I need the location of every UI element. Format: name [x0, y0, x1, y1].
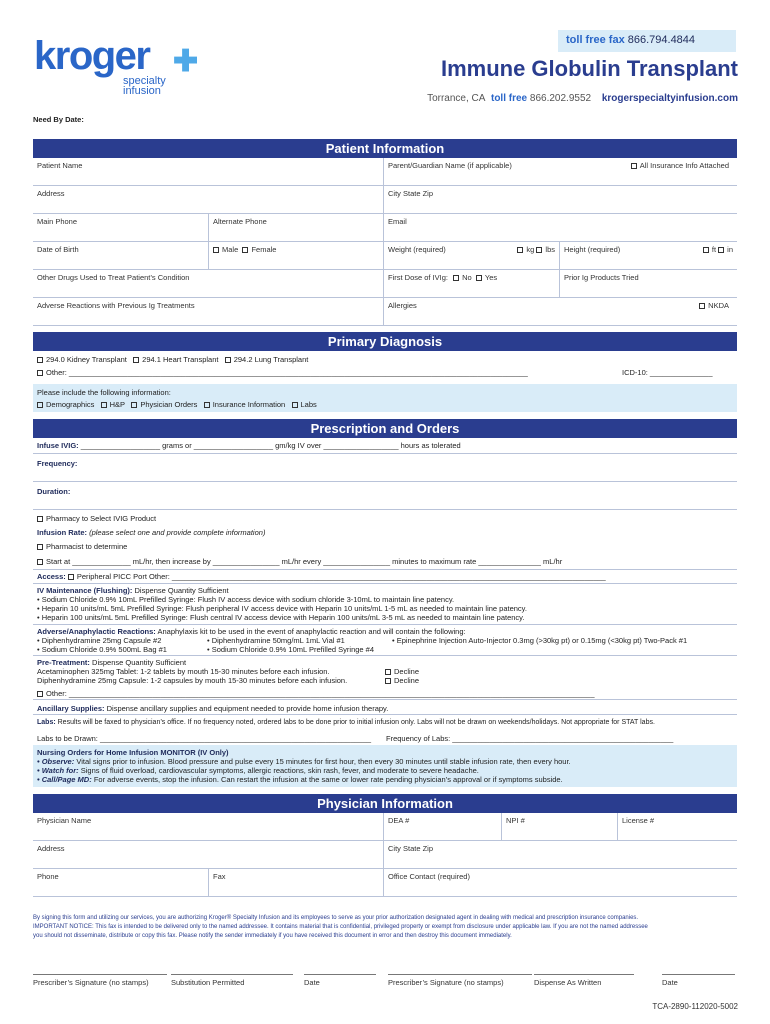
pharmacist-checkbox[interactable]: [37, 544, 43, 550]
logo-subtitle: specialty infusion: [123, 75, 166, 97]
form-number: TCA-2890-112020-5002: [652, 1002, 738, 1011]
heart-checkbox[interactable]: [133, 357, 139, 363]
contact-line: Torrance, CA toll free 866.202.9552 krogerspecialtyinfusion.com: [427, 93, 738, 104]
pharmacy-select: Pharmacy to Select IVIG Product: [37, 514, 156, 523]
iv-maintenance: IV Maintenance (Flushing): Dispense Quantity Sufficient • Sodium Chloride 0.9% 10mL Prefilled Syringe: Flush IV access device with sodium chloride 3-10mL to maintain line patency. • Heparin 10 units/mL 5mL Prefilled Syringe: Flush peripheral IV access device with Heparin 10 units/mL 1-5 mL as needed to maintain line patency. • Heparin 100 units/mL 5mL Prefilled Syringe: Flush central IV access device with Heparin 100 units/mL 3-5 mL as needed to maintain line patency.: [37, 586, 527, 622]
diphenhydramine-decline-checkbox[interactable]: [385, 678, 391, 684]
diagnosis-options: 294.0 Kidney Transplant 294.1 Heart Transplant 294.2 Lung Transplant: [37, 355, 308, 364]
labs-note: Labs: Results will be faxed to physician’s office. If no frequency noted, ordered labs to be done prior to initial infusion only. Labs will not be drawn on weekends/holidays. Not appropriate for STAT labs.: [37, 719, 655, 726]
pharmacist-determine: Pharmacist to determine: [37, 542, 127, 551]
labs-to-be-drawn[interactable]: Labs to be Drawn: _________________________________________________________________: [37, 734, 372, 743]
icd10-field[interactable]: ICD-10: _______________: [622, 368, 713, 377]
anaphylaxis-kit: Adverse/Anaphylactic Reactions: Anaphylaxis kit to be used in the event of anaphylactic reaction and will contain the following: • Diphenhydramine 25mg Capsule #2 • Diphenhydramine 50mg/mL 1mL Vial #1 • Epinephrine Injection Auto-Injector 0.3mg (>30kg pt) or 0.15mg (<30kg pt) Two-Pack #1 • Sodium Chloride 0.9% 500mL Bag #1 • Sodium Chloride 0.9% 10mL Prefilled Syringe #4: [37, 627, 688, 654]
demographics-checkbox[interactable]: [37, 402, 43, 408]
dispense-as-written: Dispense As Written: [534, 974, 634, 987]
dob-field[interactable]: Date of Birth: [33, 242, 209, 270]
patient-city-field[interactable]: City State Zip: [384, 186, 737, 214]
substitution-permitted: Substitution Permitted: [171, 974, 293, 987]
insurance-info-checkbox[interactable]: [204, 402, 210, 408]
sex-options: Male Female: [209, 242, 384, 270]
pre-treatment-other[interactable]: Other: ______________________________________________________________________________________________________________________________: [37, 689, 735, 698]
pharmacy-select-checkbox[interactable]: [37, 516, 43, 522]
physician-header: Physician Information: [33, 794, 737, 813]
include-options: Demographics H&P Physician Orders Insurance Information Labs: [37, 400, 317, 409]
npi-field[interactable]: NPI #: [502, 813, 618, 841]
lung-checkbox[interactable]: [225, 357, 231, 363]
license-field[interactable]: License #: [618, 813, 737, 841]
first-dose-no-checkbox[interactable]: [453, 275, 459, 281]
physician-phone-field[interactable]: Phone: [33, 869, 209, 897]
toll-free-fax: toll free fax 866.794.4844: [558, 30, 736, 52]
insurance-attached-checkbox[interactable]: [631, 163, 637, 169]
acetaminophen-decline-checkbox[interactable]: [385, 669, 391, 675]
nkda-checkbox[interactable]: [699, 303, 705, 309]
labs-checkbox[interactable]: [292, 402, 298, 408]
access-options[interactable]: Access: Peripheral PICC Port Other: ________________________________________________________________________________________________________: [37, 572, 606, 581]
patient-name-field[interactable]: Patient Name: [33, 158, 384, 186]
signature-date-1[interactable]: Date: [304, 974, 376, 987]
ft-checkbox[interactable]: [703, 247, 709, 253]
authorization-notice: By signing this form and utilizing our services, you are authorizing Kroger® Specialty Infusion and its employees to serve as your prior authorization designated agent in dealing with medical and prescription insurance companies. IMPORTANT NOTICE: This fax is intended to be delivered only to the named addressee. It contains material that is confidential, privileged property or exempt from disclosure under applicable law. If you are not the named addressee you should not disseminate, distribute or copy this fax. Please notify the sender immediately if you have received this document in error and then destroy this document immediately.: [33, 915, 648, 939]
access-checkbox[interactable]: [68, 574, 74, 580]
need-by-date[interactable]: Need By Date:: [33, 115, 84, 124]
pre-treatment: Pre-Treatment: Dispense Quantity Sufficient Acetaminophen 325mg Tablet: 1-2 tablets by mouth 15-30 minutes before each infusion. Decline Diphenhydramine 25mg Capsule: 1-2 capsules by mouth 15-30 minutes before each infusion. Decline: [37, 658, 420, 685]
other-drugs-field[interactable]: Other Drugs Used to Treat Patient’s Condition: [33, 270, 384, 298]
office-contact-field[interactable]: Office Contact (required): [384, 869, 737, 897]
prescriber-signature-2[interactable]: Prescriber’s Signature (no stamps): [388, 974, 532, 987]
physician-orders-checkbox[interactable]: [131, 402, 137, 408]
orders-header: Prescription and Orders: [33, 419, 737, 438]
prior-ig-field[interactable]: Prior Ig Products Tried: [560, 270, 737, 298]
include-label: Please include the following information:: [37, 388, 171, 397]
dea-field[interactable]: DEA #: [384, 813, 502, 841]
weight-field[interactable]: Weight (required) kg lbs: [384, 242, 560, 270]
frequency-of-labs[interactable]: Frequency of Labs: _____________________________________________________: [386, 734, 674, 743]
height-field[interactable]: Height (required) ft in: [560, 242, 737, 270]
website-link[interactable]: krogerspecialtyinfusion.com: [601, 93, 738, 104]
physician-city-field[interactable]: City State Zip: [384, 841, 737, 869]
duration-field[interactable]: Duration:: [37, 487, 71, 496]
physician-name-field[interactable]: Physician Name: [33, 813, 384, 841]
hp-checkbox[interactable]: [101, 402, 107, 408]
ancillary-supplies: Ancillary Supplies: Dispense ancillary supplies and equipment needed to provide home infusion therapy.: [37, 704, 389, 713]
start-at-field[interactable]: Start at ______________ mL/hr, then increase by ________________ mL/hr every ________________ minutes to maximum rate _______________ mL/hr: [37, 557, 562, 566]
kroger-logo: [30, 24, 199, 97]
in-checkbox[interactable]: [718, 247, 724, 253]
start-at-checkbox[interactable]: [37, 559, 43, 565]
form-title: Immune Globulin Transplant: [440, 56, 738, 81]
female-checkbox[interactable]: [242, 247, 248, 253]
kidney-checkbox[interactable]: [37, 357, 43, 363]
plus-icon: ✚: [173, 45, 199, 78]
lbs-checkbox[interactable]: [536, 247, 542, 253]
diagnosis-other-checkbox[interactable]: [37, 370, 43, 376]
email-field[interactable]: Email: [384, 214, 737, 242]
allergies-field[interactable]: Allergies NKDA: [384, 298, 737, 326]
logo-wordmark: kroger: [34, 34, 150, 78]
physician-address-field[interactable]: Address: [33, 841, 384, 869]
pre-other-checkbox[interactable]: [37, 691, 43, 697]
signature-date-2[interactable]: Date: [662, 974, 735, 987]
first-dose-field: First Dose of IVIg: No Yes: [384, 270, 560, 298]
patient-address-field[interactable]: Address: [33, 186, 384, 214]
diagnosis-other[interactable]: Other: ______________________________________________________________________________________________________________: [37, 368, 617, 377]
infusion-rate-label: Infusion Rate: (please select one and provide complete information): [37, 528, 266, 537]
patient-info-header: Patient Information: [33, 139, 737, 158]
guardian-name-field[interactable]: Parent/Guardian Name (if applicable) All Insurance Info Attached: [384, 158, 737, 186]
main-phone-field[interactable]: Main Phone: [33, 214, 209, 242]
infuse-ivig[interactable]: Infuse IVIG: ___________________ grams or ___________________ gm/kg IV over __________________ hours as tolerated: [37, 441, 461, 450]
physician-fax-field[interactable]: Fax: [209, 869, 384, 897]
frequency-field[interactable]: Frequency:: [37, 459, 78, 468]
first-dose-yes-checkbox[interactable]: [476, 275, 482, 281]
prescriber-signature-1[interactable]: Prescriber’s Signature (no stamps): [33, 974, 167, 987]
adverse-reactions-field[interactable]: Adverse Reactions with Previous Ig Treatments: [33, 298, 384, 326]
kg-checkbox[interactable]: [517, 247, 523, 253]
diagnosis-header: Primary Diagnosis: [33, 332, 737, 351]
alt-phone-field[interactable]: Alternate Phone: [209, 214, 384, 242]
male-checkbox[interactable]: [213, 247, 219, 253]
nursing-orders: Nursing Orders for Home Infusion MONITOR (IV Only) • Observe: Vital signs prior to infusion. Blood pressure and pulse every 15 minutes for first hour, then every 30 minutes until stable infusion rate, then every hour. • Watch for: Signs of fluid overload, cardiovascular symptoms, allergic reactions, skin rash, fever, and moderate to severe headache. • Call/Page MD: For adverse events, stop the infusion. Can restart the infusion at the same or lower rate pending physician’s approval or if symptoms subside.: [37, 748, 571, 784]
